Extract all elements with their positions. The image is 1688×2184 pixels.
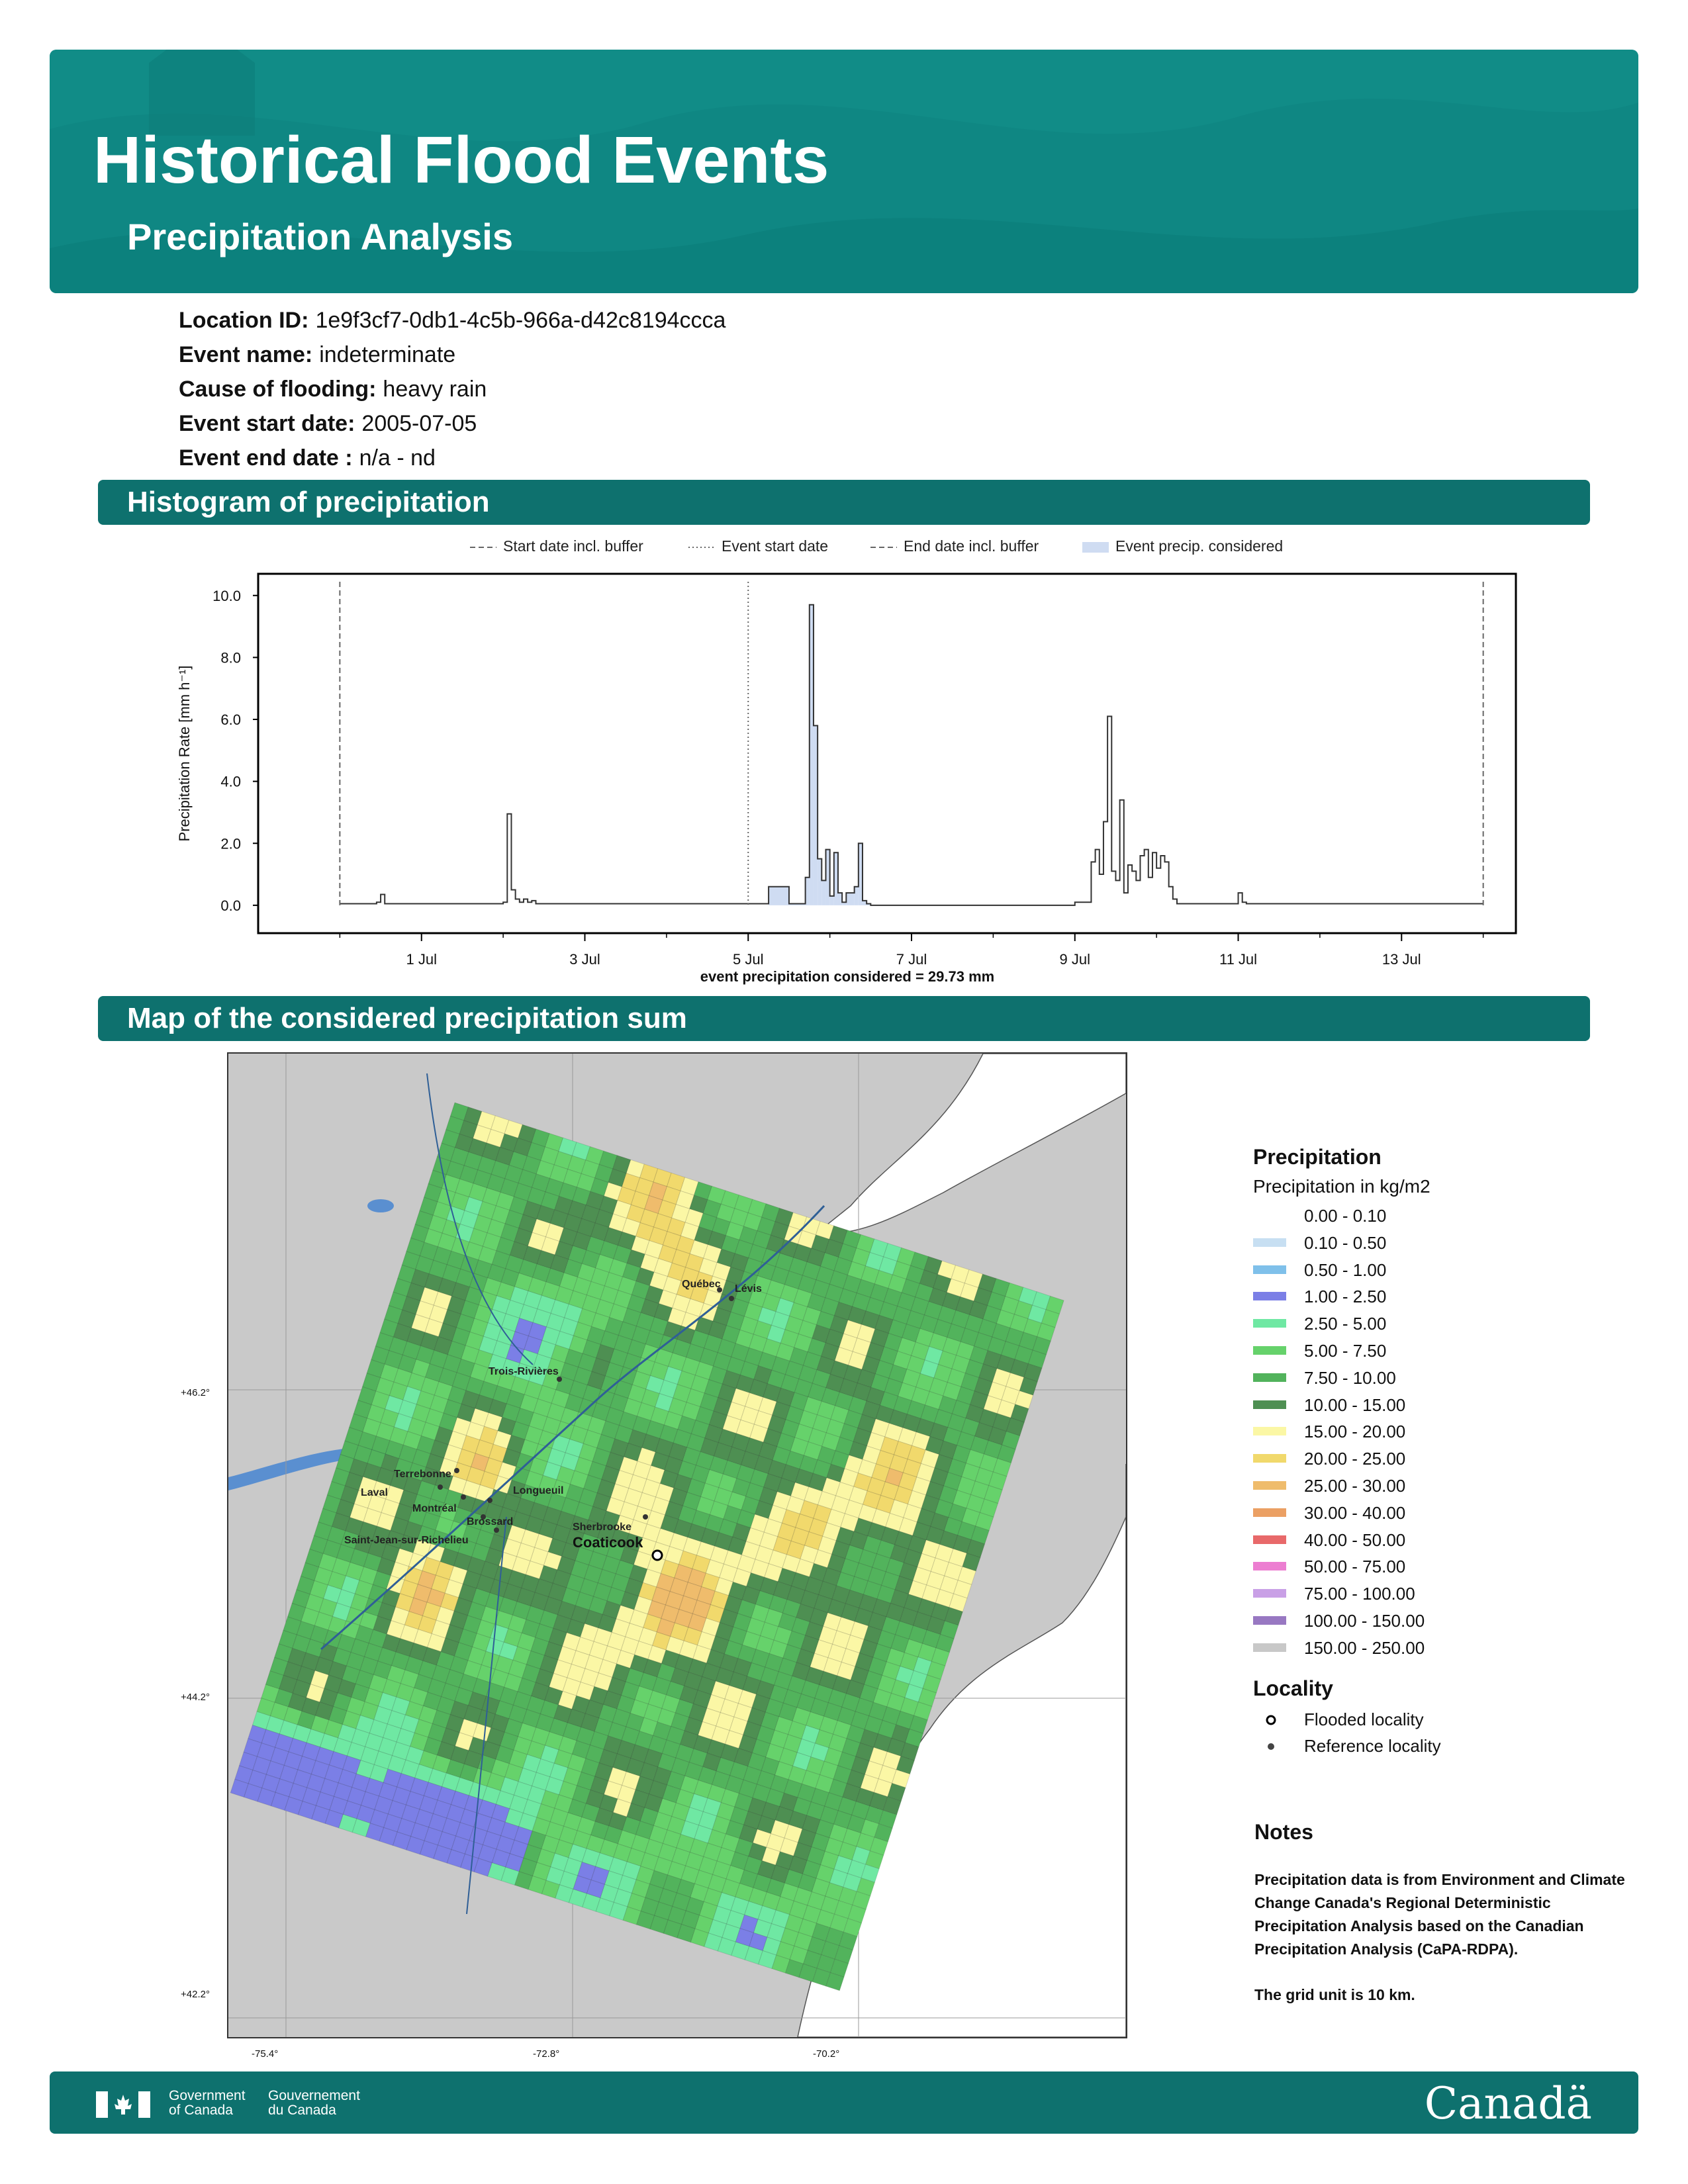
place-label: Terrebonne xyxy=(394,1469,451,1480)
legend-class-list xyxy=(1253,1203,1430,1662)
notes-title: Notes xyxy=(1254,1820,1313,1844)
legend-class-label: 1.00 - 2.50 xyxy=(1304,1287,1387,1307)
y-tick-label: 2.0 xyxy=(220,835,241,852)
legend-item-end-buffer xyxy=(870,537,1039,555)
chart-frame xyxy=(258,574,1516,933)
legend-label: Start date incl. buffer xyxy=(503,537,643,555)
reference-locality-marker xyxy=(454,1468,459,1473)
meta-label: Cause of flooding: xyxy=(179,377,377,402)
event-metadata xyxy=(179,303,726,475)
lon-label: -72.8° xyxy=(533,2048,560,2060)
meta-label: Event start date: xyxy=(179,411,355,436)
event-precip-bar xyxy=(821,880,825,905)
legend-label: End date incl. buffer xyxy=(904,537,1039,555)
place-label: Lévis xyxy=(735,1283,762,1295)
legend-swatch xyxy=(1253,1373,1286,1382)
flooded-locality-marker xyxy=(653,1551,662,1560)
event-precip-bar xyxy=(769,887,789,905)
gov-en xyxy=(169,2089,246,2118)
y-tick-label: 0.0 xyxy=(220,897,241,914)
y-axis-label: Precipitation Rate [mm h⁻¹] xyxy=(176,665,193,842)
reference-locality-marker xyxy=(729,1296,734,1301)
event-precip-bar xyxy=(846,893,854,905)
reference-locality-marker xyxy=(438,1484,443,1490)
legend-swatch xyxy=(1253,1481,1286,1490)
event-precip-annotation: event precipitation considered = 29.73 mm xyxy=(700,968,995,985)
canada-wordmark: Canadä xyxy=(1424,2078,1592,2129)
place-label: Saint-Jean-sur-Richelieu xyxy=(344,1535,469,1546)
precip-series-line xyxy=(340,605,1483,905)
legend-swatch xyxy=(1253,1535,1286,1544)
legend-class-item xyxy=(1253,1473,1430,1500)
legend-class-label: 15.00 - 20.00 xyxy=(1304,1422,1406,1442)
legend-swatch xyxy=(1253,1211,1286,1220)
flooded-place-label: Coaticook xyxy=(573,1534,643,1551)
legend-class-item xyxy=(1253,1230,1430,1257)
legend-class-label: 30.00 - 40.00 xyxy=(1304,1502,1406,1523)
x-tick-label: 13 Jul xyxy=(1382,951,1421,968)
legend-item-event-start xyxy=(688,537,828,555)
legend-class-label: 2.50 - 5.00 xyxy=(1304,1314,1387,1334)
legend-swatch xyxy=(1253,1589,1286,1598)
x-tick-label: 3 Jul xyxy=(569,951,600,968)
section-header-histogram: Histogram of precipitation xyxy=(98,480,1590,525)
legend-label: Event start date xyxy=(722,537,829,555)
flooded-marker-icon xyxy=(1265,1714,1277,1726)
legend-class-item xyxy=(1253,1338,1430,1365)
legend-swatch xyxy=(1253,1616,1286,1625)
legend-class-item xyxy=(1253,1635,1430,1662)
notes-text-grid: The grid unit is 10 km. xyxy=(1254,1986,1415,2003)
x-tick-label: 9 Jul xyxy=(1059,951,1091,968)
header-banner xyxy=(50,50,1638,293)
gov-en-line: Government xyxy=(169,2088,246,2103)
canada-flag-icon xyxy=(96,2091,150,2118)
legend-class-item xyxy=(1253,1500,1430,1527)
legend-swatch xyxy=(1253,1643,1286,1652)
st-lawrence-estuary xyxy=(818,1054,1126,1234)
meta-value: 1e9f3cf7-0db1-4c5b-966a-d42c8194ccca xyxy=(315,308,726,333)
y-tick-label: 6.0 xyxy=(220,711,241,729)
reference-locality-marker xyxy=(643,1514,648,1520)
legend-subtitle: Precipitation in kg/m2 xyxy=(1253,1176,1430,1197)
flooded-label: Flooded locality xyxy=(1304,1709,1424,1729)
lake-shape xyxy=(367,1199,394,1212)
meta-row-event-name xyxy=(179,338,726,372)
reference-locality-marker xyxy=(461,1494,466,1500)
legend-class-label: 5.00 - 7.50 xyxy=(1304,1340,1387,1361)
legend-class-label: 10.00 - 15.00 xyxy=(1304,1394,1406,1415)
legend-class-label: 50.00 - 75.00 xyxy=(1304,1557,1406,1577)
meta-label: Event end date : xyxy=(179,445,353,471)
meta-value: indeterminate xyxy=(319,342,456,367)
legend-swatch xyxy=(1253,1265,1286,1274)
place-label: Sherbrooke xyxy=(573,1522,632,1533)
x-tick-label: 11 Jul xyxy=(1219,951,1258,968)
y-tick-label: 8.0 xyxy=(220,649,241,666)
event-precip-bar xyxy=(830,896,834,905)
legend-class-item xyxy=(1253,1283,1430,1310)
legend-class-item xyxy=(1253,1418,1430,1445)
notes-text-source: Precipitation data is from Environment and Climate Change Canada's Regional Deterministic Precipitation Analysis based on the Canadian Precipitation Analysis (CaPA-RDPA). xyxy=(1254,1871,1625,1958)
legend-swatch xyxy=(1253,1319,1286,1328)
gov-fr-line: du Canada xyxy=(268,2103,336,2118)
legend-class-item xyxy=(1253,1553,1430,1580)
gov-fr xyxy=(268,2089,360,2118)
locality-title: Locality xyxy=(1253,1676,1333,1700)
legend-item-event-precip xyxy=(1082,537,1283,555)
lat-label: +44.2° xyxy=(181,1692,210,1703)
meta-value: heavy rain xyxy=(383,377,487,402)
lon-label: -70.2° xyxy=(813,2048,840,2060)
lat-label: +42.2° xyxy=(181,1989,210,2000)
x-tick-label: 5 Jul xyxy=(733,951,764,968)
legend-swatch xyxy=(1253,1346,1286,1355)
meta-value: 2005-07-05 xyxy=(361,411,477,436)
precipitation-histogram xyxy=(165,563,1529,993)
place-label: Québec xyxy=(682,1279,721,1290)
legend-class-item xyxy=(1253,1257,1430,1284)
legend-swatch xyxy=(1253,1427,1286,1435)
meta-value: n/a - nd xyxy=(359,445,436,471)
legend-reference-locality xyxy=(1253,1733,1441,1760)
reference-locality-marker xyxy=(557,1377,562,1382)
legend-swatch xyxy=(1253,1238,1286,1247)
legend-class-item xyxy=(1253,1310,1430,1338)
legend-class-label: 40.00 - 50.00 xyxy=(1304,1529,1406,1550)
meta-row-end-date xyxy=(179,441,726,475)
meta-row-start-date xyxy=(179,406,726,441)
legend-class-label: 100.00 - 150.00 xyxy=(1304,1610,1425,1631)
meta-label: Event name: xyxy=(179,342,313,367)
legend-class-label: 75.00 - 100.00 xyxy=(1304,1584,1415,1604)
legend-label: Event precip. considered xyxy=(1115,537,1284,555)
reference-locality-marker xyxy=(487,1498,492,1503)
reference-marker-icon xyxy=(1267,1743,1275,1751)
meta-row-cause xyxy=(179,372,726,406)
reference-label: Reference locality xyxy=(1304,1736,1441,1756)
map-canvas xyxy=(228,1054,1126,2037)
legend-flooded-locality xyxy=(1253,1706,1430,1733)
meta-label: Location ID: xyxy=(179,308,309,333)
y-tick-label: 10.0 xyxy=(212,587,241,604)
legend-class-item xyxy=(1253,1365,1430,1392)
gov-en-line: of Canada xyxy=(169,2103,233,2118)
legend-swatch xyxy=(1253,1400,1286,1409)
legend-class-label: 20.00 - 25.00 xyxy=(1304,1449,1406,1469)
meta-row-location xyxy=(179,303,726,338)
lat-label: +46.2° xyxy=(181,1387,210,1398)
legend-swatch xyxy=(1253,1508,1286,1517)
page-title: Historical Flood Events xyxy=(93,123,829,197)
map-legend xyxy=(1253,1145,1441,1760)
legend-class-item xyxy=(1253,1445,1430,1473)
legend-class-item xyxy=(1253,1608,1430,1635)
legend-swatch xyxy=(1253,1454,1286,1463)
legend-item-start-buffer xyxy=(470,537,643,555)
legend-class-label: 0.00 - 0.10 xyxy=(1304,1206,1387,1226)
legend-title: Precipitation xyxy=(1253,1145,1382,1169)
legend-class-item xyxy=(1253,1580,1430,1608)
x-tick-label: 1 Jul xyxy=(406,951,437,968)
lon-label: -75.4° xyxy=(252,2048,279,2060)
legend-class-item xyxy=(1253,1392,1430,1419)
precipitation-map xyxy=(227,1052,1127,2038)
legend-class-item xyxy=(1253,1527,1430,1554)
legend-class-label: 150.00 - 250.00 xyxy=(1304,1637,1425,1658)
legend-class-label: 0.10 - 0.50 xyxy=(1304,1232,1387,1253)
y-tick-label: 4.0 xyxy=(220,773,241,790)
section-header-map: Map of the considered precipitation sum xyxy=(98,996,1590,1041)
place-label: Laval xyxy=(361,1487,388,1498)
legend-swatch xyxy=(1253,1562,1286,1570)
place-label: Trois-Rivières xyxy=(489,1366,559,1377)
x-tick-label: 7 Jul xyxy=(896,951,927,968)
legend-class-label: 7.50 - 10.00 xyxy=(1304,1367,1396,1388)
place-label: Brossard xyxy=(467,1516,514,1527)
legend-class-label: 0.50 - 1.00 xyxy=(1304,1259,1387,1280)
legend-class-item xyxy=(1253,1203,1430,1230)
place-label: Montréal xyxy=(412,1503,457,1514)
legend-class-label: 25.00 - 30.00 xyxy=(1304,1475,1406,1496)
page-subtitle: Precipitation Analysis xyxy=(127,216,513,257)
footer xyxy=(50,2071,1638,2134)
notes-panel xyxy=(1254,1820,1625,2007)
legend-swatch xyxy=(1253,1292,1286,1300)
place-label: Longueuil xyxy=(513,1485,564,1496)
reference-locality-marker xyxy=(494,1527,499,1533)
gov-fr-line: Gouvernement xyxy=(268,2088,360,2103)
